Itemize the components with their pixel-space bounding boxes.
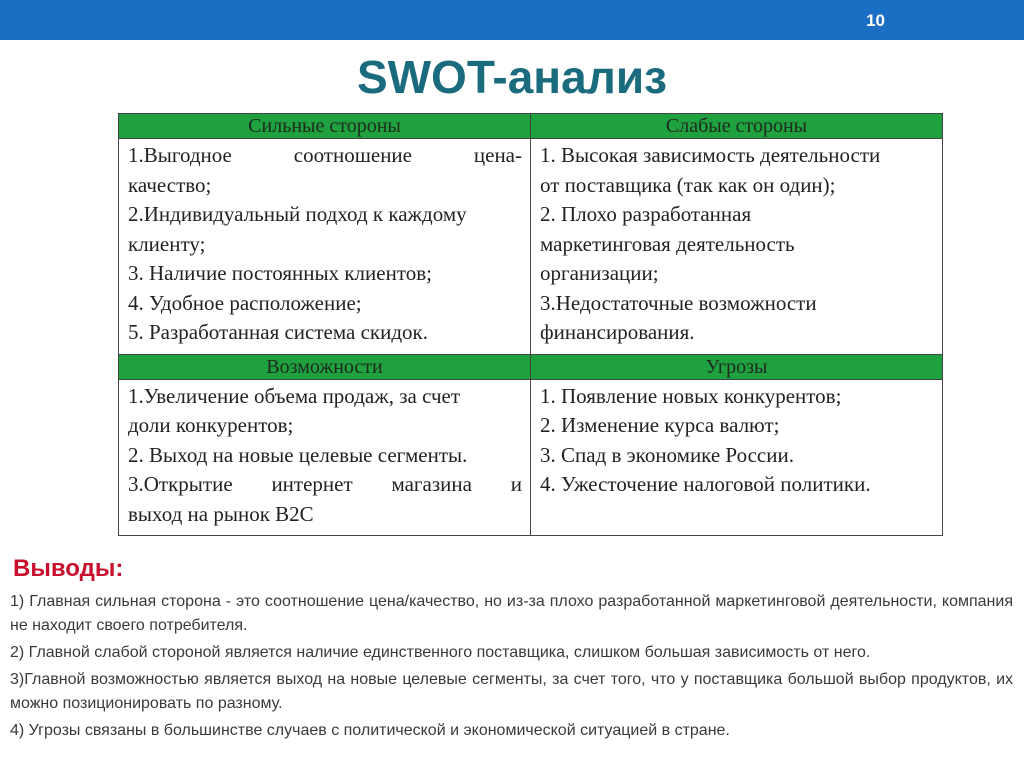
weaknesses-cell [531, 139, 943, 355]
opportunities-header: Возможности [119, 354, 531, 379]
list-item: 2. Выход на новые целевые сегменты. [128, 442, 468, 467]
list-item: 3.Открытие интернет магазина и [128, 472, 522, 496]
list-item: 4. Ужесточение налоговой политики. [540, 472, 871, 496]
list-item: клиенту; [128, 231, 206, 256]
slide-title: SWOT-анализ [356, 51, 668, 103]
list-item: маркетинговая деятельность [540, 231, 795, 256]
top-bar [0, 0, 1024, 40]
swot-table [118, 113, 943, 536]
page-number: 10 [866, 11, 885, 30]
conclusion-item: 3)Главной возможностью является выход на новые целевые сегменты, за счет того, что у поставщика большой выбор продуктов, их можно позиционировать по разному. [10, 671, 1013, 712]
list-item: доли конкурентов; [128, 413, 294, 437]
threats-header: Угрозы [531, 354, 943, 379]
list-item: 3. Наличие постоянных клиентов; [128, 261, 432, 285]
strengths-cell [119, 139, 531, 355]
list-item: финансирования. [540, 320, 695, 344]
list-item: качество; [128, 172, 212, 197]
conclusion-item: 4) Угрозы связаны в большинстве случаев с политической и экономической ситуацией в стране. [10, 722, 730, 739]
swot-row [119, 379, 943, 536]
opportunities-cell [119, 379, 531, 536]
strengths-header: Сильные стороны [119, 114, 531, 139]
list-item: 2. Изменение курса валют; [540, 413, 780, 437]
weaknesses-header: Слабые стороны [531, 114, 943, 139]
list-item: 2. Плохо разработанная [540, 202, 752, 226]
list-item: 2.Индивидуальный подход к каждому [128, 202, 467, 226]
list-item: 1. Появление новых конкурентов; [540, 383, 842, 408]
swot-row [119, 139, 943, 355]
threats-cell [531, 379, 943, 536]
list-item: 3. Спад в экономике России. [540, 442, 794, 467]
swot-header-row [119, 354, 943, 379]
conclusions-list [10, 590, 1013, 746]
list-item: 1. Высокая зависимость деятельности [540, 143, 881, 167]
list-item: 1.Увеличение объема продаж, за счет [128, 383, 461, 408]
conclusions-title: Выводы: [13, 555, 124, 582]
list-item: организации; [540, 261, 659, 285]
conclusion-item: 2) Главной слабой стороной является наличие единственного поставщика, слишком большая зависимость от него. [10, 644, 871, 661]
list-item: 3.Недостаточные возможности [540, 290, 817, 315]
swot-header-row [119, 114, 943, 139]
list-item: от поставщика (так как он один); [540, 172, 836, 197]
conclusion-item: 1) Главная сильная сторона - это соотношение цена/качество, но из-за плохо разработанной маркетинговой деятельности, компания не находит своего потребителя. [10, 593, 1013, 634]
list-item: 4. Удобное расположение; [128, 290, 362, 315]
list-item: 1.Выгодное соотношение цена- [128, 143, 522, 167]
list-item: 5. Разработанная система скидок. [128, 320, 428, 344]
list-item: выход на рынок B2C [128, 501, 314, 526]
